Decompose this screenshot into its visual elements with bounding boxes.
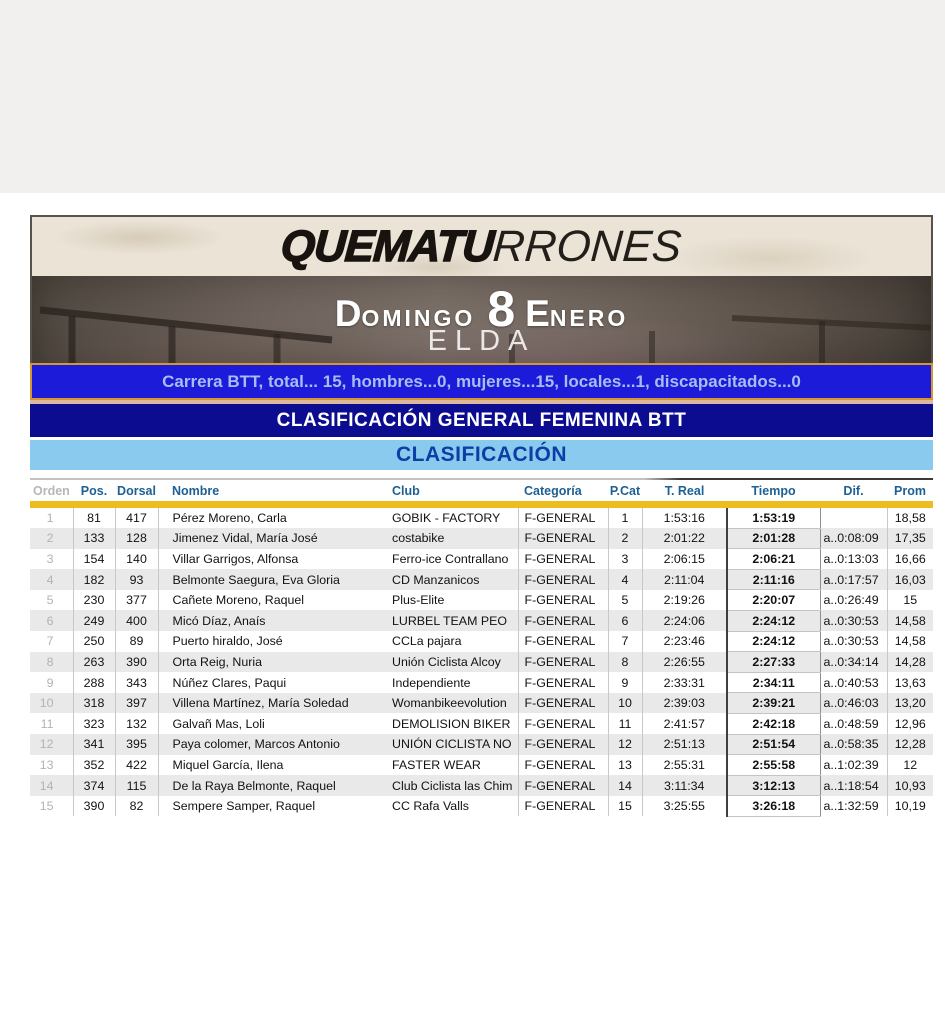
cell-club: LURBEL TEAM PEO: [388, 610, 518, 631]
header-row: [30, 480, 933, 501]
cell-pcat: 15: [608, 796, 642, 817]
cell-prom: 12,28: [887, 734, 933, 755]
cell-dorsal: 132: [115, 713, 158, 734]
cell-pcat: 1: [608, 508, 642, 528]
table-row: [30, 734, 933, 755]
cell-categoria: F-GENERAL: [518, 610, 608, 631]
cell-orden: 3: [30, 549, 73, 570]
cell-orden: 15: [30, 796, 73, 817]
cell-prom: 18,58: [894, 511, 926, 526]
cell-orden: 9: [30, 672, 73, 693]
cell-categoria: F-GENERAL: [518, 796, 608, 817]
cell-orden: 1: [30, 508, 73, 528]
cell-club: Independiente: [388, 672, 518, 693]
cell-treal: 3:25:55: [663, 799, 705, 814]
col-header-club: Club: [392, 483, 420, 498]
cell-pos: 288: [73, 672, 115, 693]
col-header-pcat: P.Cat: [609, 483, 641, 498]
cell-treal: 2:24:06: [642, 610, 727, 631]
event-title-strip: [30, 215, 933, 276]
event-title-bold: QUEMATU: [279, 221, 496, 271]
race-summary-strip: [30, 363, 933, 400]
col-header-dorsal: Dorsal: [117, 483, 156, 498]
table-row: [30, 713, 933, 734]
cell-pcat: 9: [608, 672, 642, 693]
cell-treal: 2:06:15: [663, 551, 705, 566]
cell-dif: a..0:40:53: [820, 672, 887, 693]
cell-dorsal: 377: [115, 590, 158, 611]
cell-prom: 17,35: [887, 528, 933, 549]
cell-pcat: 4: [608, 569, 642, 590]
cell-dorsal: 395: [115, 734, 158, 755]
cell-treal: 2:55:31: [663, 757, 705, 772]
cell-orden: 6: [30, 610, 73, 631]
date-word: NERO: [549, 305, 629, 331]
table-top-yellow-rule: [30, 501, 933, 508]
cell-nombre: Núñez Clares, Paqui: [172, 675, 287, 690]
cell-prom: 16,66: [894, 551, 926, 566]
cell-categoria: F-GENERAL: [518, 652, 608, 673]
table-row: [30, 755, 933, 776]
date-letter: E: [525, 293, 550, 334]
cell-club: Womanbikeevolution: [388, 693, 518, 714]
cell-dorsal: 128: [115, 528, 158, 549]
cell-pos: 154: [73, 549, 115, 570]
event-title-light: RRONES: [491, 221, 684, 271]
col-header-dif: Dif.: [843, 483, 864, 498]
cell-pos: 133: [73, 528, 115, 549]
table-row: [30, 693, 933, 714]
race-summary-text: Carrera BTT, total... 15, hombres...0, mujeres...15, locales...1, discapacitados...0: [162, 371, 801, 391]
cell-dorsal: 82: [115, 796, 158, 817]
cell-tiempo: 2:55:58: [727, 755, 820, 776]
cell-categoria: F-GENERAL: [518, 775, 608, 796]
cell-dif: a..0:48:59: [820, 713, 887, 734]
cell-dorsal: 343: [115, 672, 158, 693]
top-whitespace-block: [0, 0, 945, 193]
cell-pos: 341: [73, 734, 115, 755]
cell-orden: 7: [30, 631, 73, 652]
cell-tiempo: 2:11:16: [727, 569, 820, 590]
cell-treal: 2:39:03: [642, 693, 727, 714]
cell-tiempo: 2:20:07: [727, 590, 820, 611]
cell-club: CCLa pajara: [388, 631, 518, 652]
col-header-categoria: Categoría: [524, 483, 582, 498]
cell-prom: 10,19: [894, 799, 926, 814]
cell-nombre: Belmonte Saegura, Eva Gloria: [158, 569, 388, 590]
table-row: [30, 775, 933, 796]
cell-treal: 2:41:57: [663, 716, 705, 731]
results-header-table: [30, 480, 933, 501]
cell-prom: 14,58: [894, 634, 926, 649]
cell-treal: 2:26:55: [642, 652, 727, 673]
cell-club: CD Manzanicos: [388, 569, 518, 590]
cell-tiempo: 3:26:18: [727, 796, 820, 817]
cell-pcat: 11: [608, 713, 642, 734]
cell-club: CC Rafa Valls: [388, 796, 518, 817]
cell-treal: 2:01:22: [642, 528, 727, 549]
cell-tiempo: 2:24:12: [727, 610, 820, 631]
table-row: [30, 652, 933, 673]
cell-prom: 12,96: [894, 716, 926, 731]
cell-categoria: F-GENERAL: [518, 693, 608, 714]
cell-club: UNIÓN CICLISTA NO: [388, 734, 518, 755]
table-row: [30, 528, 933, 549]
cell-club: Plus-Elite: [388, 590, 518, 611]
cell-categoria: F-GENERAL: [518, 713, 608, 734]
col-header-treal: T. Real: [664, 483, 705, 498]
cell-nombre: De la Raya Belmonte, Raquel: [158, 775, 388, 796]
cell-orden: 8: [30, 652, 73, 673]
cell-treal: 2:23:46: [663, 634, 705, 649]
cell-prom: 15: [903, 593, 918, 608]
cell-treal: 1:53:16: [663, 511, 705, 526]
cell-tiempo: 2:06:21: [727, 549, 820, 570]
cell-club: Unión Ciclista Alcoy: [388, 652, 518, 673]
cell-treal: 3:11:34: [642, 775, 727, 796]
table-row: [30, 549, 933, 570]
cell-dorsal: 390: [115, 652, 158, 673]
cell-pos: 230: [73, 590, 115, 611]
cell-nombre: Villar Garrigos, Alfonsa: [172, 551, 299, 566]
cell-dorsal: 115: [115, 775, 158, 796]
results-table-area: [30, 478, 933, 817]
cell-pcat: 10: [608, 693, 642, 714]
cell-tiempo: 1:53:19: [727, 508, 820, 528]
cell-treal: 2:33:31: [663, 675, 705, 690]
cell-pcat: 6: [608, 610, 642, 631]
table-row: [30, 569, 933, 590]
cell-pcat: 12: [608, 734, 642, 755]
col-header-pos: Pos.: [80, 483, 108, 498]
cell-treal: 2:19:26: [663, 593, 705, 608]
table-row: [30, 796, 933, 817]
cell-orden: 5: [30, 590, 73, 611]
table-row: [30, 631, 933, 652]
cell-tiempo: 2:34:11: [727, 672, 820, 693]
cell-categoria: F-GENERAL: [518, 590, 608, 611]
col-header-orden: Orden: [33, 483, 70, 498]
cell-dif: a..0:34:14: [820, 652, 887, 673]
cell-orden: 11: [30, 713, 73, 734]
table-row: [30, 672, 933, 693]
cell-categoria: F-GENERAL: [518, 672, 608, 693]
cell-dif: a..1:02:39: [820, 755, 887, 776]
cell-pos: 250: [73, 631, 115, 652]
cell-prom: 14,58: [887, 610, 933, 631]
cell-pos: 352: [73, 755, 115, 776]
cell-categoria: F-GENERAL: [518, 549, 608, 570]
cell-categoria: F-GENERAL: [518, 569, 608, 590]
cell-orden: 14: [30, 775, 73, 796]
cell-tiempo: 2:39:21: [727, 693, 820, 714]
cell-tiempo: 2:27:33: [727, 652, 820, 673]
cell-pos: 263: [73, 652, 115, 673]
cell-pos: 390: [73, 796, 115, 817]
event-location: ELDA: [427, 325, 536, 357]
classification-title: CLASIFICACIÓN: [396, 443, 567, 466]
cell-tiempo: 2:01:28: [727, 528, 820, 549]
cell-dif: a..0:26:49: [820, 590, 887, 611]
cell-pcat: 7: [608, 631, 642, 652]
cell-prom: 13,63: [894, 675, 926, 690]
cell-categoria: F-GENERAL: [518, 755, 608, 776]
cell-dorsal: 400: [115, 610, 158, 631]
event-photo-strip: [30, 276, 933, 363]
date-number: 8: [487, 281, 516, 337]
cell-nombre: Cañete Moreno, Raquel: [172, 593, 305, 608]
cell-pcat: 14: [608, 775, 642, 796]
general-classification-band: [30, 404, 933, 437]
cell-pcat: 13: [608, 755, 642, 776]
col-header-nombre: Nombre: [172, 483, 220, 498]
cell-dorsal: 89: [115, 631, 158, 652]
cell-prom: 16,03: [887, 569, 933, 590]
cell-orden: 12: [30, 734, 73, 755]
cell-treal: 2:11:04: [642, 569, 727, 590]
cell-dif: a..0:17:57: [820, 569, 887, 590]
cell-dif: a..0:30:53: [820, 610, 887, 631]
cell-nombre: Galvañ Mas, Loli: [172, 716, 265, 731]
cell-orden: 2: [30, 528, 73, 549]
cell-dif: a..0:46:03: [820, 693, 887, 714]
cell-pcat: 8: [608, 652, 642, 673]
cell-prom: 14,28: [887, 652, 933, 673]
cell-nombre: Sempere Samper, Raquel: [172, 799, 316, 814]
cell-categoria: F-GENERAL: [518, 528, 608, 549]
cell-pos: 323: [73, 713, 115, 734]
cell-categoria: F-GENERAL: [518, 734, 608, 755]
cell-nombre: Villena Martínez, María Soledad: [158, 693, 388, 714]
cell-club: DEMOLISION BIKER: [388, 713, 518, 734]
cell-treal: 2:51:13: [642, 734, 727, 755]
cell-dorsal: 417: [115, 508, 158, 528]
general-classification-title: CLASIFICACIÓN GENERAL FEMENINA BTT: [276, 409, 687, 431]
cell-pos: 249: [73, 610, 115, 631]
table-row: [30, 590, 933, 611]
cell-prom: 13,20: [887, 693, 933, 714]
cell-tiempo: 2:42:18: [727, 713, 820, 734]
cell-pos: 318: [73, 693, 115, 714]
cell-dif: a..0:58:35: [820, 734, 887, 755]
cell-tiempo: 3:12:13: [727, 775, 820, 796]
cell-dif: a..0:30:53: [820, 631, 887, 652]
cell-pcat: 5: [608, 590, 642, 611]
cell-dorsal: 397: [115, 693, 158, 714]
cell-dif: a..1:18:54: [820, 775, 887, 796]
cell-club: GOBIK - FACTORY: [388, 508, 518, 528]
cell-club: Ferro-ice Contrallano: [388, 549, 518, 570]
cell-dorsal: 93: [115, 569, 158, 590]
cell-nombre: Puerto hiraldo, José: [172, 634, 283, 649]
cell-nombre: Orta Reig, Nuria: [158, 652, 388, 673]
cell-nombre: Paya colomer, Marcos Antonio: [158, 734, 388, 755]
cell-club: FASTER WEAR: [388, 755, 518, 776]
cell-pcat: 2: [608, 528, 642, 549]
col-header-prom: Prom: [894, 483, 926, 498]
cell-orden: 10: [30, 693, 73, 714]
col-header-tiempo: Tiempo: [751, 483, 796, 498]
cell-orden: 4: [30, 569, 73, 590]
classification-band: [30, 440, 933, 470]
cell-dif: a..0:08:09: [820, 528, 887, 549]
date-word: OMINGO: [361, 305, 476, 331]
cell-dif: a..0:13:03: [820, 549, 887, 570]
cell-pos: 374: [73, 775, 115, 796]
cell-pos: 182: [73, 569, 115, 590]
cell-prom: 12: [903, 757, 918, 772]
classification-document: [30, 215, 933, 817]
table-row: [30, 610, 933, 631]
cell-dif: [820, 508, 887, 528]
cell-nombre: Micó Díaz, Anaís: [158, 610, 388, 631]
cell-nombre: Jimenez Vidal, María José: [158, 528, 388, 549]
cell-tiempo: 2:51:54: [727, 734, 820, 755]
cell-dorsal: 140: [115, 549, 158, 570]
cell-orden: 13: [30, 755, 73, 776]
cell-categoria: F-GENERAL: [518, 631, 608, 652]
cell-pcat: 3: [608, 549, 642, 570]
cell-dif: a..1:32:59: [820, 796, 887, 817]
cell-nombre: Miquel García, Ilena: [172, 757, 284, 772]
cell-pos: 81: [73, 508, 115, 528]
table-row: [30, 508, 933, 528]
cell-categoria: F-GENERAL: [518, 508, 608, 528]
cell-dorsal: 422: [115, 755, 158, 776]
cell-prom: 10,93: [887, 775, 933, 796]
cell-club: costabike: [388, 528, 518, 549]
cell-nombre: Pérez Moreno, Carla: [172, 511, 287, 526]
cell-tiempo: 2:24:12: [727, 631, 820, 652]
results-body-table: [30, 508, 933, 817]
cell-club: Club Ciclista las Chim: [388, 775, 518, 796]
date-letter: D: [334, 293, 362, 334]
